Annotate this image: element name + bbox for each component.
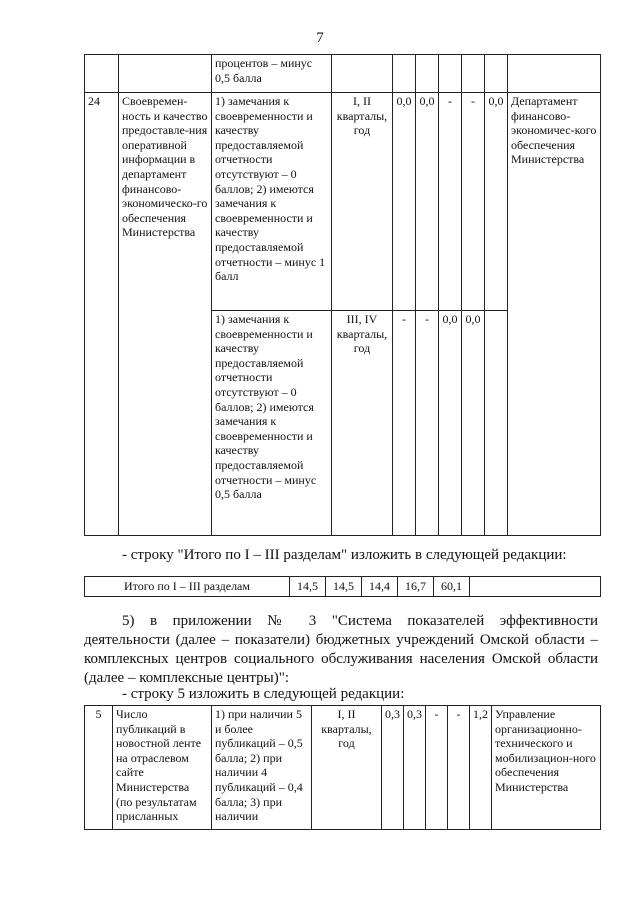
cell-empty bbox=[508, 55, 601, 93]
indicator-name: Число публикаций в новостной ленте на отраслевом сайте Министерства (по результатам присланных bbox=[113, 706, 212, 830]
total-value: 14,5 bbox=[326, 577, 362, 597]
value-cell: - bbox=[426, 706, 448, 830]
criteria-cell: 1) замечания к своевременности и качеству предоставляемой отчетности отсутствуют – 0 баллов; 2) имеются замечания к своевременности и качеству предоставляемой отчетности – минус 0,5 балла bbox=[212, 311, 332, 536]
indicators-table-bottom bbox=[84, 705, 601, 830]
value-cell: - bbox=[448, 706, 470, 830]
criteria-cell: 1) при наличии 5 и более публикаций – 0,5 балла; 2) при наличии 4 публикаций – 0,4 балла; 3) при наличии bbox=[212, 706, 312, 830]
value-cell: 0,3 bbox=[404, 706, 426, 830]
criteria-cell: процентов – минус 0,5 балла bbox=[212, 55, 332, 93]
instruction-row-5: - строку 5 изложить в следующей редакции: bbox=[122, 686, 405, 702]
cell-empty bbox=[393, 55, 416, 93]
value-cell: 0,0 bbox=[462, 311, 485, 536]
row-number: 24 bbox=[85, 93, 119, 536]
cell-empty bbox=[439, 55, 462, 93]
criteria-cell: 1) замечания к своевременности и качеству предоставляемой отчетности отсутствуют – 0 баллов; 2) имеются замечания к своевременности и качеству предоставляемой отчетности – минус 1 балл bbox=[212, 93, 332, 311]
value-cell: 0,0 bbox=[485, 93, 508, 311]
total-value: 14,4 bbox=[362, 577, 398, 597]
period-cell: I, II кварталы, год bbox=[312, 706, 382, 830]
total-value: 14,5 bbox=[290, 577, 326, 597]
indicators-table-top bbox=[84, 54, 601, 536]
total-value: 60,1 bbox=[434, 577, 470, 597]
responsible-cell: Департамент финансово-экономичес-кого обеспечения Министерства bbox=[508, 93, 601, 536]
total-table bbox=[84, 576, 601, 597]
cell-empty bbox=[85, 55, 119, 93]
cell-empty bbox=[416, 55, 439, 93]
value-cell: - bbox=[416, 311, 439, 536]
cell-empty bbox=[470, 577, 601, 597]
cell-empty bbox=[332, 55, 393, 93]
instruction-total-row: - строку "Итого по I – III разделам" изложить в следующей редакции: bbox=[122, 547, 567, 563]
value-cell bbox=[485, 311, 508, 536]
page-number: 7 bbox=[316, 30, 324, 46]
value-cell: 0,0 bbox=[439, 311, 462, 536]
total-label: Итого по I – III разделам bbox=[85, 577, 290, 597]
cell-empty bbox=[119, 55, 212, 93]
cell-empty bbox=[462, 55, 485, 93]
value-cell: - bbox=[393, 311, 416, 536]
value-cell: 1,2 bbox=[470, 706, 492, 830]
value-cell: 0,3 bbox=[382, 706, 404, 830]
responsible-cell: Управление организационно-технического и мобилизацион-ного обеспечения Министерства bbox=[492, 706, 601, 830]
paragraph-line: (далее – комплексные центры)": bbox=[84, 670, 290, 686]
cell-empty bbox=[485, 55, 508, 93]
paragraph-line: деятельности (далее – показатели) бюджетных учреждений Омской области – bbox=[84, 632, 598, 648]
value-cell: 0,0 bbox=[416, 93, 439, 311]
value-cell: - bbox=[462, 93, 485, 311]
paragraph-line: 5) в приложении № 3 "Система показателей эффективности bbox=[122, 613, 598, 629]
total-value: 16,7 bbox=[398, 577, 434, 597]
period-cell: I, II кварталы, год bbox=[332, 93, 393, 311]
value-cell: 0,0 bbox=[393, 93, 416, 311]
row-number: 5 bbox=[85, 706, 113, 830]
indicator-name: Своевремен-ность и качество предоставле-ния оперативной информации в департамент финансово-экономическо-го обеспечения Министерства bbox=[119, 93, 212, 536]
paragraph-line: комплексных центров социального обслуживания населения Омской области bbox=[84, 651, 598, 667]
period-cell: III, IV кварталы, год bbox=[332, 311, 393, 536]
value-cell: - bbox=[439, 93, 462, 311]
